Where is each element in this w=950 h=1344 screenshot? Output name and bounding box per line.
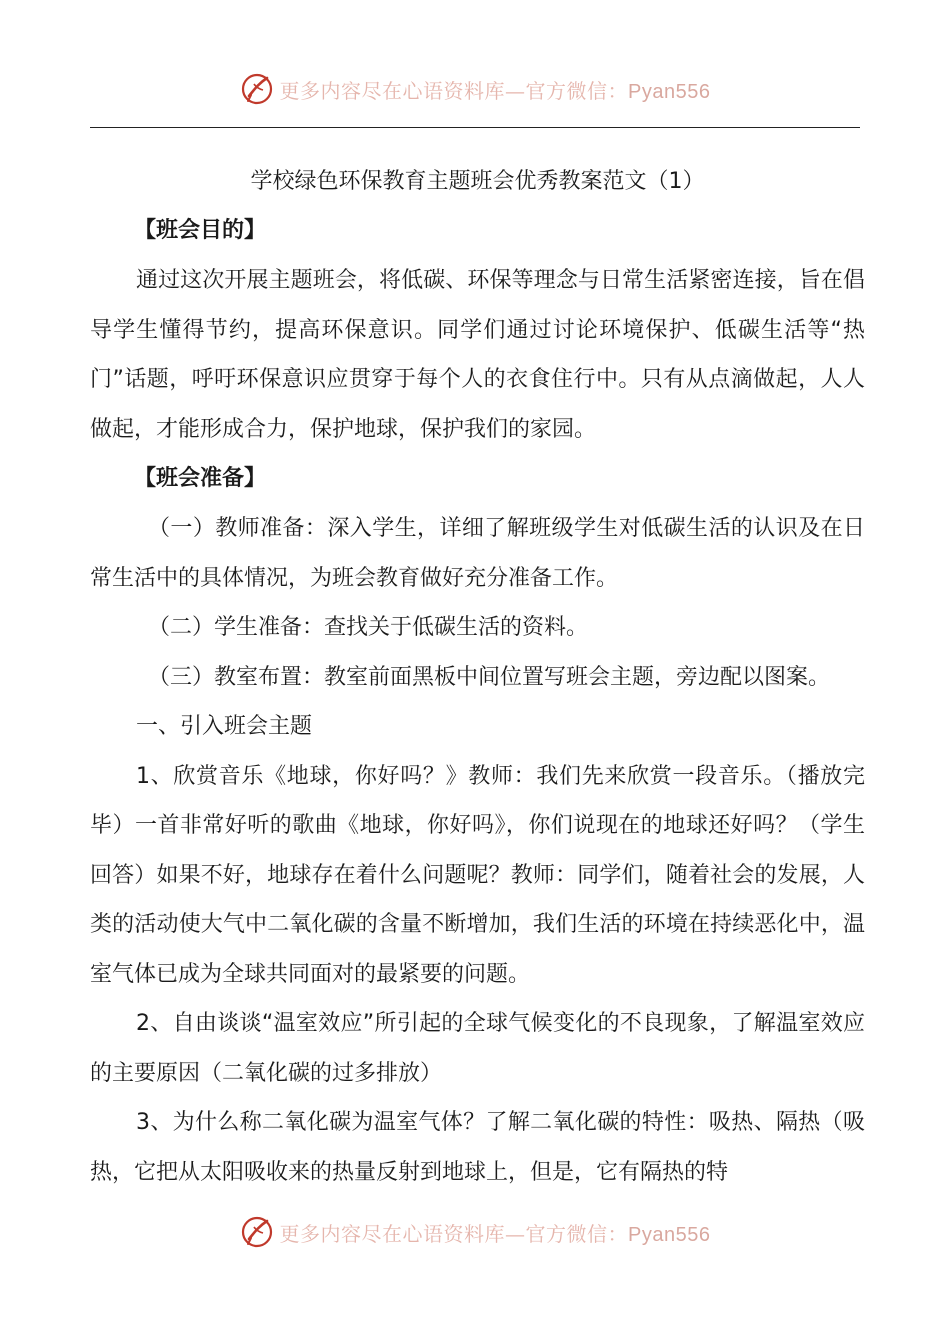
- step-1-paragraph: 1、欣赏音乐《地球，你好吗？》教师：我们先来欣赏一段音乐。（播放完毕）一首非常好听的歌曲《地球，你好吗》，你们说现在的地球还好吗？（学生回答）如果不好，地球存在着什么问题呢？教师：同学们，随着社会的发展，人类的活动使大气中二氧化碳的含量不断增加，我们生活的环境在持续恶化中，温室气体已成为全球共同面对的最紧要的问题。: [90, 763, 865, 987]
- document-body: [90, 160, 865, 1197]
- watermark-text: 更多内容尽在心语资料库—官方微信：Pyan556: [279, 1221, 711, 1246]
- watermark-text: 更多内容尽在心语资料库—官方微信：Pyan556: [279, 78, 711, 103]
- section-heading-prep: 【班会准备】: [134, 466, 267, 491]
- step-3-paragraph: 3、为什么称二氧化碳为温室气体？了解二氧化碳的特性：吸热、隔热（吸热，它把从太阳吸收来的热量反射到地球上，但是，它有隔热的特: [90, 1110, 865, 1185]
- step-2-paragraph: 2、自由谈谈“温室效应”所引起的全球气候变化的不良现象，了解温室效应的主要原因（二氧化碳的过多排放）: [90, 1011, 865, 1086]
- pen-logo-icon: [240, 72, 274, 106]
- header-divider: [90, 127, 860, 128]
- section-heading-purpose: 【班会目的】: [134, 218, 267, 243]
- header-watermark: [0, 72, 950, 106]
- prep-item-classroom: （三）教室布置：教室前面黑板中间位置写班会主题，旁边配以图案。: [148, 664, 831, 690]
- part-heading-intro: 一、引入班会主题: [136, 714, 313, 739]
- prep-item-teacher: （一）教师准备：深入学生，详细了解班级学生对低碳生活的认识及在日常生活中的具体情况，为班会教育做好充分准备工作。: [90, 516, 865, 591]
- prep-item-student: （二）学生准备：查找关于低碳生活的资料。: [148, 615, 589, 640]
- pen-logo-icon: [240, 1215, 274, 1249]
- footer-watermark: [0, 1215, 950, 1249]
- document-title: 学校绿色环保教育主题班会优秀教案范文（1）: [250, 169, 705, 194]
- purpose-paragraph: 通过这次开展主题班会，将低碳、环保等理念与日常生活紧密连接，旨在倡导学生懂得节约，提高环保意识。同学们通过讨论环境保护、低碳生活等“热门”话题，呼吁环保意识应贯穿于每个人的衣食住行中。只有从点滴做起，人人做起，才能形成合力，保护地球，保护我们的家园。: [90, 268, 865, 442]
